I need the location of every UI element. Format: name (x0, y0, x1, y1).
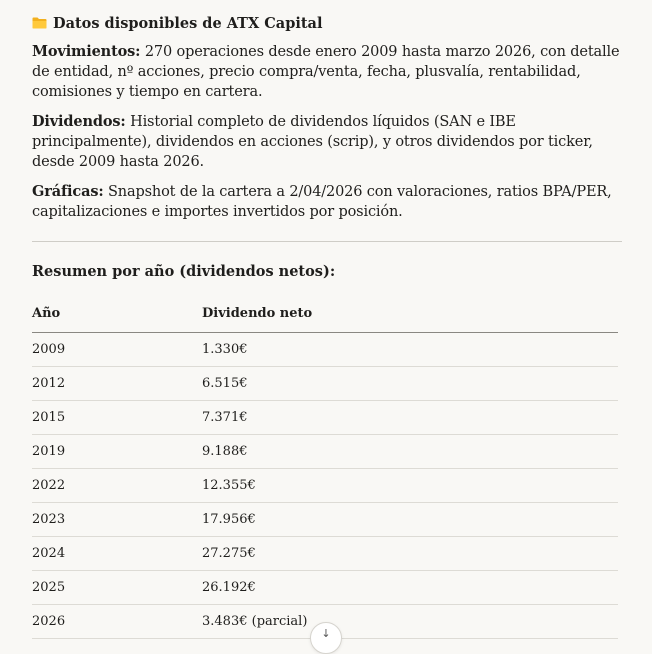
section-heading (32, 10, 622, 36)
table-row (32, 435, 618, 469)
dividend-summary-table (32, 298, 618, 639)
paragraph-movimientos (32, 42, 622, 102)
paragraph-label: Gráficas: (32, 183, 104, 200)
table-header-row (32, 298, 618, 333)
cell-year: 2024 (32, 537, 202, 571)
table-row (32, 537, 618, 571)
section-heading-text: Datos disponibles de ATX Capital (53, 14, 323, 32)
summary-title: Resumen por año (dividendos netos): (32, 263, 336, 280)
table-row (32, 503, 618, 537)
column-header-dividend: Dividendo neto (202, 298, 618, 333)
paragraph-text: Historial completo de dividendos líquidos (SAN e IBE principalmente), dividendos en acciones (scrip), y otros dividendos por ticker, desde 2009 hasta 2026. (32, 114, 593, 170)
cell-year: 2026 (32, 605, 202, 639)
paragraph-label: Movimientos: (32, 43, 141, 60)
table-row (32, 401, 618, 435)
paragraph-text: 270 operaciones desde enero 2009 hasta marzo 2026, con detalle de entidad, nº acciones, precio compra/venta, fecha, plusvalía, rentabilidad, comisiones y tiempo en cartera. (32, 44, 620, 100)
cell-dividend: 17.956€ (202, 503, 618, 537)
cell-dividend: 1.330€ (202, 333, 618, 367)
scroll-to-bottom-button[interactable] (310, 622, 342, 654)
paragraph-text: Snapshot de la cartera a 2/04/2026 con valoraciones, ratios BPA/PER, capitalizaciones e importes invertidos por posición. (32, 184, 612, 220)
cell-year: 2023 (32, 503, 202, 537)
cell-year: 2015 (32, 401, 202, 435)
cell-dividend: 6.515€ (202, 367, 618, 401)
cell-year: 2012 (32, 367, 202, 401)
arrow-down-icon: ↓ (321, 627, 331, 640)
paragraph-dividendos (32, 112, 622, 172)
cell-dividend: 26.192€ (202, 571, 618, 605)
table-row (32, 333, 618, 367)
cell-dividend: 3.483€ (parcial) (202, 605, 618, 639)
paragraph-graficas (32, 182, 622, 222)
paragraph-label: Dividendos: (32, 113, 126, 130)
cell-dividend: 27.275€ (202, 537, 618, 571)
divider (32, 241, 622, 242)
table-row (32, 571, 618, 605)
table-row (32, 367, 618, 401)
cell-year: 2022 (32, 469, 202, 503)
cell-year: 2019 (32, 435, 202, 469)
cell-year: 2025 (32, 571, 202, 605)
folder-icon (32, 17, 47, 29)
cell-dividend: 7.371€ (202, 401, 618, 435)
message-content (32, 10, 622, 639)
cell-year: 2009 (32, 333, 202, 367)
table-row (32, 469, 618, 503)
cell-dividend: 9.188€ (202, 435, 618, 469)
column-header-year: Año (32, 298, 202, 333)
cell-dividend: 12.355€ (202, 469, 618, 503)
